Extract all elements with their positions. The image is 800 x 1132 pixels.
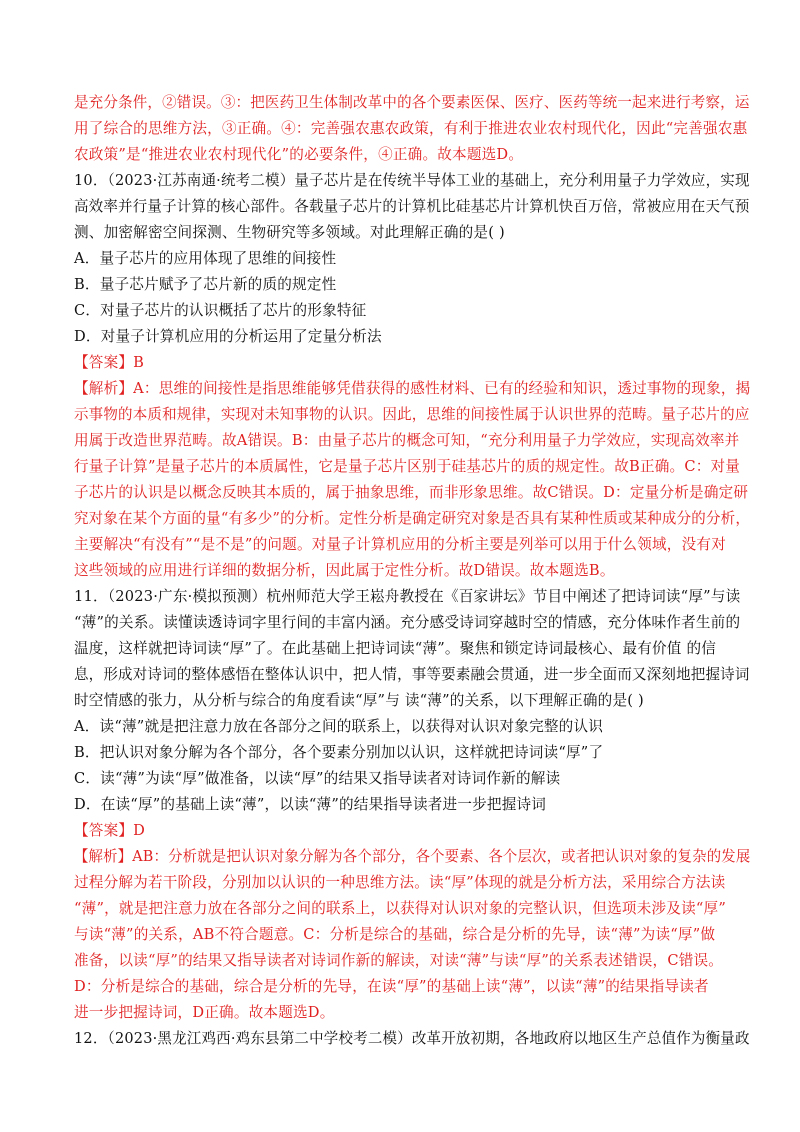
question-11-answer: 【答案】D [74, 822, 146, 839]
question-10-stem: 测、加密解密空间探测、生物研究等多领域。对此理解正确的是( ) [74, 224, 505, 241]
question-11-analysis: “薄”，就是把注意力放在各部分之间的联系上，以获得对认识对象的完整认识，但选项未涉及读“厚” [74, 900, 726, 917]
question-11-analysis: 与读“薄”的关系，AB不符合题意。C：分析是综合的基础，综合是分析的先导，读“薄”为读“厚”做 [74, 926, 716, 943]
question-10-stem: 高效率并行量子计算的核心部件。各载量子芯片的计算机比硅基芯片计算机快百万倍，常被应用在天气预 [74, 198, 750, 215]
question-10-option-c: C．对量子芯片的认识概括了芯片的形象特征 [74, 302, 367, 319]
question-11-stem: 息，形成对诗词的整体感悟在整体认识中，把人情，事等要素融会贯通，进一步全面而又深刻地把握诗词 [74, 666, 750, 683]
question-10-analysis: 用属于改造世界范畴。故A错误。B：由量子芯片的概念可知，“充分利用量子力学效应，实现高效率并 [74, 432, 740, 449]
question-11-option-b: B．把认识对象分解为各个部分，各个要素分别加以认识，这样就把诗词读“厚”了 [74, 744, 604, 761]
question-10-stem: 10．（2023·江苏南通·统考二模）量子芯片是在传统半导体工业的基础上，充分利用量子力学效应，实现 [74, 172, 750, 189]
question-10-analysis: 【解析】A：思维的间接性是指思维能够凭借获得的感性材料、已有的经验和知识，透过事物的现象，揭 [74, 380, 751, 397]
question-10-analysis: 主要解决“有没有”“是不是”的问题。对量子计算机应用的分析主要是列举可以用于什么领域，没有对 [74, 536, 726, 553]
question-11-stem: “薄”的关系。读懂读透诗词字里行间的丰富内涵。充分感受诗词穿越时空的情感，充分体味作者生前的 [74, 614, 741, 631]
question-11-analysis: 过程分解为若干阶段，分别加以认识的一种思维方法。读“厚”体现的就是分析方法，采用综合方法读 [74, 874, 726, 891]
question-11-option-a: A．读“薄”就是把注意力放在各部分之间的联系上，以获得对认识对象完整的认识 [74, 718, 604, 735]
question-10-option-a: A．量子芯片的应用体现了思维的间接性 [74, 250, 337, 267]
analysis-line: 农政策”是“推进农业农村现代化”的必要条件，④正确。故本题选D。 [74, 146, 524, 163]
question-11-option-d: D．在读“厚”的基础上读“薄”，以读“薄”的结果指导读者进一步把握诗词 [74, 796, 547, 813]
analysis-line: 用了综合的思维方法，③正确。④：完善强农惠农政策，有利于推进农业农村现代化，因此“完善强农惠 [74, 120, 748, 137]
question-11-analysis: 进一步把握诗词，D正确。故本题选D。 [74, 1004, 335, 1021]
question-11-analysis: D：分析是综合的基础，综合是分析的先导，在读“厚”的基础上读“薄”，以读“薄”的结果指导读者 [74, 978, 709, 995]
question-10-option-d: D．对量子计算机应用的分析运用了定量分析法 [74, 328, 382, 345]
question-10-analysis: 这些领域的应用进行详细的数据分析，因此属于定性分析。故D错误。故本题选B。 [74, 562, 615, 579]
question-10-analysis: 子芯片的认识是以概念反映其本质的，属于抽象思维，而非形象思维。故C错误。D：定量分析是确定研 [74, 484, 749, 501]
question-11-analysis: 【解析】AB：分析就是把认识对象分解为各个部分，各个要素、各个层次，或者把认识对象的复杂的发展 [74, 848, 751, 865]
question-11-analysis: 准备，以读“厚”的结果又指导读者对诗词作新的解读，对读“薄”与读“厚”的关系表述错误，C错误。 [74, 952, 724, 969]
question-10-analysis: 行量子计算”是量子芯片的本质属性，它是量子芯片区别于硅基芯片的质的规定性。故B正确。C：对量 [74, 458, 741, 475]
question-10-analysis: 示事物的本质和规律，实现对未知事物的认识。因此，思维的间接性属于认识世界的范畴。量子芯片的应 [74, 406, 750, 423]
question-10-analysis: 究对象在某个方面的量“有多少”的分析。定性分析是确定研究对象是否具有某种性质或某种成分的分析， [74, 510, 751, 527]
analysis-line: 是充分条件，②错误。③：把医药卫生体制改革中的各个要素医保、医疗、医药等统一起来进行考察，运 [74, 94, 750, 111]
question-11-stem: 11．（2023·广东·模拟预测）杭州师范大学王崧舟教授在《百家讲坛》节目中阐述了把诗词读“厚”与读 [74, 588, 741, 605]
question-10-answer: 【答案】B [74, 354, 145, 371]
question-12-stem: 12．（2023·黑龙江鸡西·鸡东县第二中学校考二模）改革开放初期，各地政府以地区生产总值作为衡量政 [74, 1030, 750, 1047]
question-11-stem: 温度，这样就把诗词读“厚”了。在此基础上把诗词读“薄”。聚焦和锁定诗词最核心、最有价值 的信 [74, 640, 717, 657]
question-11-option-c: C．读“薄”为读“厚”做准备，以读“厚”的结果又指导读者对诗词作新的解读 [74, 770, 561, 787]
question-10-option-b: B．量子芯片赋予了芯片新的质的规定性 [74, 276, 337, 293]
question-11-stem: 时空情感的张力，从分析与综合的角度看读“厚”与 读“薄”的关系，以下理解正确的是( ) [74, 692, 644, 709]
